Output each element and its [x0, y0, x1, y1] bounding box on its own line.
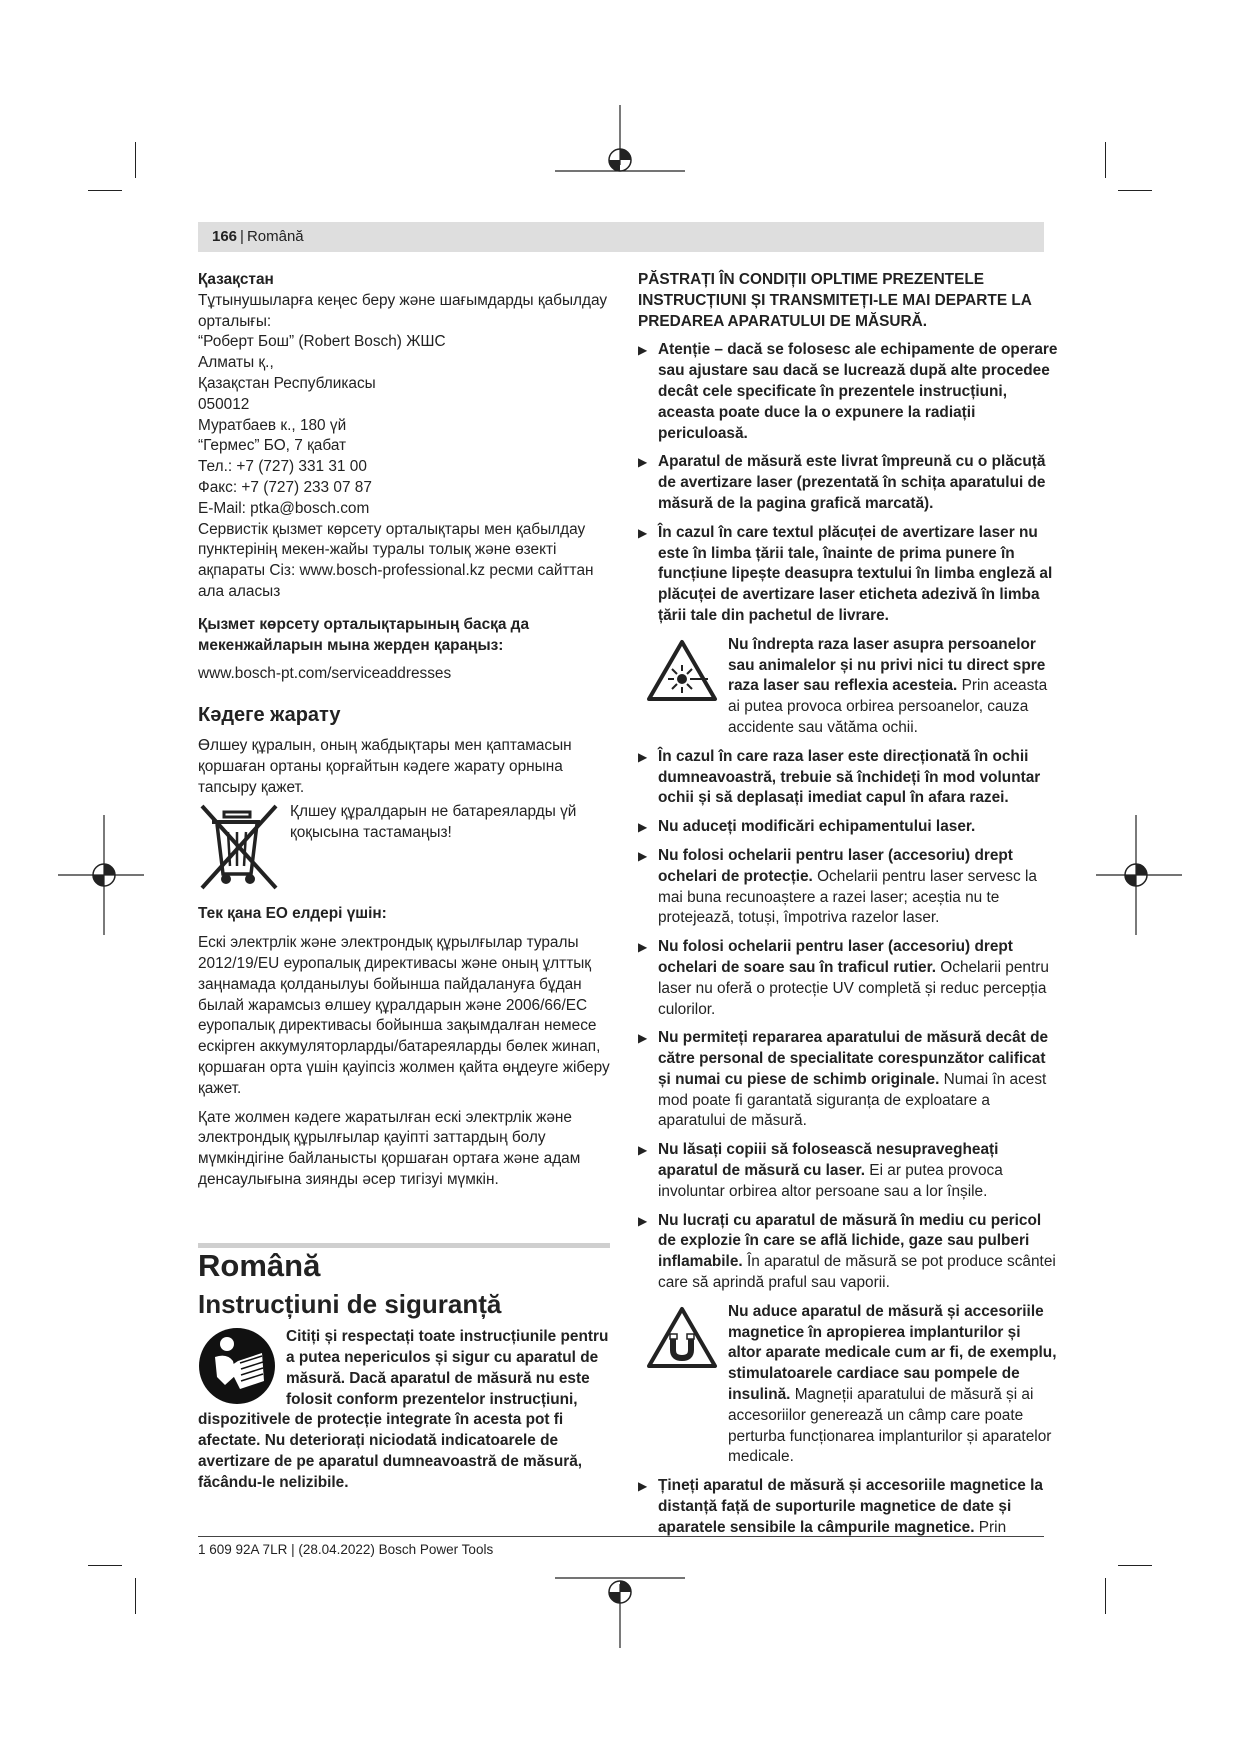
address-line: Алматы қ.,: [198, 354, 274, 372]
magnet-bold-text: Nu aduce aparatul de măsură și accesoriile magnetice în apropierea implanturilor și altor aparate medicale cum ar fi, de exemplu, stimulatoarele cardiace sau pompele de insulină.: [728, 1302, 1057, 1404]
list-item: [638, 747, 1058, 809]
bullet-text: Nu aduceți modificări echipamentului laser.: [658, 818, 976, 836]
bullet-bold-text: Nu permiteți repararea aparatului de măsură decât de către personal de specialitate corespunzător calificat și numai cu piese de schimb originale.: [658, 1029, 1049, 1088]
list-item: [638, 1028, 1058, 1132]
list-item: [638, 817, 1058, 838]
eu-text: Қате жолмен кәдеге жаратылған ескі электрлік және электрондық құрылғылар қауіпті заттардың болу мүмкіндігіне байланысты қоршаған ортаға және адам денсаулығына зиянды әсер тигізуі мүмкін.: [198, 1108, 581, 1188]
bullet-bold-text: Nu folosi ochelarii pentru laser (accesoriu) drept ochelari de protecție.: [658, 846, 1013, 885]
bullet-arrow-icon: ▶: [638, 749, 648, 764]
page-header: [198, 222, 1044, 252]
list-item: [638, 846, 1058, 929]
page-number: 166: [212, 228, 238, 245]
service-heading: Қызмет көрсету орталықтарының басқа да мекенжайларын мына жерден қараңыз:: [198, 615, 530, 654]
bullet-arrow-icon: ▶: [638, 1213, 648, 1228]
bullet-arrow-icon: ▶: [638, 848, 648, 863]
bullet-bold-text: Nu lăsați copiii să folosească nesupravegheați aparatul de măsură cu laser.: [658, 1141, 999, 1180]
bullet-normal-text: Ochelarii pentru laser nu oferă o protecție UV completă și reduc percepția culorilor.: [658, 958, 1049, 1018]
bullet-bold-text: Nu folosi ochelarii pentru laser (accesoriu) drept ochelari de soare sau în traficul rutier.: [658, 938, 1013, 976]
magnet-warning-text: [728, 1302, 1058, 1468]
registration-mark-right: [1092, 810, 1182, 940]
bullet-text: Atenție – dacă se folosesc ale echipamente de operare sau ajustare sau dacă se lucrează după alte procedee decât cele specificate în prezentele instrucțiuni, aceasta poate duce la o expunere la radiații periculoasă.: [658, 341, 1058, 442]
bullet-normal-text: Ochelarii pentru laser servesc la mai buna recunoaștere a razei laser; aceștia nu te protejează, totuși, împotriva razelor laser.: [658, 867, 1037, 927]
bullet-arrow-icon: ▶: [638, 1031, 648, 1046]
magnet-warning: [638, 1302, 1058, 1468]
laser-warning-text: [728, 635, 1058, 739]
service-url[interactable]: www.bosch-pt.com/serviceaddresses: [198, 665, 452, 683]
list-item: [638, 340, 1058, 444]
bullet-text: În cazul în care raza laser este direcționată în ochii dumneavoastră, trebuie să închideți în mod voluntar ochii și să deplasați imediat capul în afara razei.: [658, 747, 1041, 807]
kz-address: [198, 291, 610, 603]
bullet-normal-text: Prin: [974, 1518, 1007, 1536]
bullet-arrow-icon: ▶: [638, 1479, 648, 1494]
bullet-normal-text: Ei ar putea provoca involuntar orbirea altor persoane sau a lor înșile.: [658, 1162, 1003, 1200]
address-line: E-Mail: ptka@bosch.com: [198, 499, 370, 517]
bullet-bold-text: Țineți aparatul de măsură și accesoriile magnetice la distanță față de suporturile magnetice de date și aparatele sensibile la câmpurile magnetice.: [658, 1477, 1043, 1536]
crossed-bin-icon: [198, 802, 280, 890]
registration-mark-left: [58, 810, 148, 940]
list-item: [638, 1476, 1058, 1538]
section-divider: [198, 1243, 610, 1248]
eu-heading: Тек қана ЕО елдері үшін:: [198, 905, 387, 923]
bullet-normal-text: Numai în acest mod poate fi garantată siguranța de exploatare a aparatului de măsură.: [658, 1070, 1047, 1130]
list-item: [638, 523, 1058, 627]
header-language: Română: [246, 228, 304, 245]
read-instructions-block: [198, 1327, 610, 1493]
registration-mark-top: [550, 105, 690, 195]
bullet-arrow-icon: ▶: [638, 1143, 648, 1158]
keep-instructions-heading: PĂSTRAȚI ÎN CONDIȚII OPLTIME PREZENTELE INSTRUCȚIUNI ȘI TRANSMITEȚI-LE MAI DEPARTE LA PREDAREA APARATULUI DE MĂSURĂ.: [638, 271, 1032, 330]
address-line: Факс: +7 (727) 233 07 87: [198, 478, 372, 496]
bullet-text: În cazul în care textul plăcuței de avertizare laser nu este în limba țării tale, înainte de prima punere în funcțiune lipește deasupra textului în limba engleză al plăcuței de avertizare laser eticheta adezivă în limba țării tale din pachetul de livrare.: [658, 523, 1053, 624]
list-item: [638, 937, 1058, 1020]
bullet-arrow-icon: ▶: [638, 525, 648, 540]
bin-text: Қлшеу құралдарын не батареяларды үй қоқысына тастамаңыз!: [290, 803, 577, 842]
bullet-arrow-icon: ▶: [638, 455, 648, 470]
bullet-arrow-icon: ▶: [638, 940, 648, 955]
address-line: Қазақстан Республикасы: [198, 374, 376, 392]
right-column: [638, 270, 1058, 1539]
registration-mark-bottom: [550, 1570, 690, 1650]
laser-warning: [638, 635, 1058, 739]
address-line: Муратбаев к., 180 үй: [198, 416, 347, 434]
footer-rule: [198, 1536, 1044, 1537]
list-item: [638, 1211, 1058, 1294]
page-footer: 1 609 92A 7LR | (28.04.2022) Bosch Power Tools: [198, 1542, 494, 1557]
address-line: “Гермес” БО, 7 қабат: [198, 437, 347, 455]
disposal-heading: Кәдеге жарату: [198, 704, 341, 727]
address-line: “Роберт Бош” (Robert Bosch) ЖШС: [198, 333, 446, 351]
magnet-warning-icon: [646, 1306, 718, 1370]
list-item: [638, 452, 1058, 514]
safety-title: Instrucțiuni de siguranță: [198, 1289, 502, 1320]
bin-warning: [198, 802, 610, 890]
address-line: Сервистік қызмет көрсету орталықтары мен қабылдау пунктерінің мекен-жайы туралы толық және өзекті ақпараты Сіз: www.bosch-professional.kz ресми сайттан ала аласыз: [198, 520, 594, 600]
read-text: Citiți și respectați toate instrucțiunile pentru a putea nepericulos și sigur cu aparatul de măsură. Dacă aparatul de măsură nu este folosit conform prezentelor instrucțiuni, dispozitivele de protecție integrate în acesta pot fi afectate. Nu deteriorați niciodată indicatoarele de avertizare de pe aparatul dumneavoastră de măsură, făcându-le nelizibile.: [198, 1328, 609, 1491]
bullet-arrow-icon: ▶: [638, 343, 648, 358]
left-column: [198, 270, 610, 1494]
kz-title: Қазақстан: [198, 271, 274, 288]
bullet-bold-text: Nu lucrați cu aparatul de măsură în mediu cu pericol de explozie în care se află lichide, gaze sau pulberi inflamabile.: [658, 1211, 1042, 1271]
address-line: Тел.: +7 (727) 331 31 00: [198, 458, 367, 476]
language-title: Română: [198, 1247, 321, 1283]
bullet-normal-text: În aparatul de măsură se pot produce scântei care să aprindă praful sau vaporii.: [658, 1253, 1056, 1292]
laser-bold-text: Nu îndrepta raza laser asupra persoanelor sau animalelor și nu privi nici tu direct spre raza laser sau reflexia acesteia.: [728, 635, 1046, 695]
address-line: Тұтынушыларға кеңес беру және шағымдарды қабылдау орталығы:: [198, 291, 608, 330]
disposal-text: Өлшеу құралын, оның жабдықтары мен қаптамасын қоршаған ортаны қорғайтын кәдеге жарату орнына тапсыру қажет.: [198, 736, 572, 796]
header-separator: |: [240, 228, 244, 245]
list-item: [638, 1140, 1058, 1202]
eu-text: Ескі электрлік және электрондық құрылғылар туралы 2012/19/EU еуропалық директивасы және оның ұлттық заңнамада қолданылуы бойынша пайдалануға бұдан былай жарамсыз өлшеу құралдарын және 2006/66/EC еуропалық директивасы бойынша зақымдалған немесе ескірген аккумуляторларды/батареяларды бөлек жинап, қоршаған орта үшін қауіпсіз жолмен қайта өңдеуге жіберу қажет.: [198, 934, 610, 1097]
read-manual-icon: [198, 1327, 276, 1405]
address-line: 050012: [198, 395, 250, 413]
bullet-text: Aparatul de măsură este livrat împreună cu o plăcuță de avertizare laser (prezentată în schița aparatului de măsură de la pagina grafică marcată).: [658, 453, 1046, 512]
bullet-arrow-icon: ▶: [638, 820, 648, 835]
magnet-normal-text: Magneții aparatului de măsură și ai accesoriilor generează un câmp care poate perturba funcționarea implanturilor și aparatelor medicale.: [728, 1386, 1052, 1466]
laser-normal-text: Prin aceasta ai putea provoca orbirea persoanelor, cauza accidente sau vătăma ochii.: [728, 677, 1048, 736]
laser-warning-icon: [646, 639, 718, 703]
